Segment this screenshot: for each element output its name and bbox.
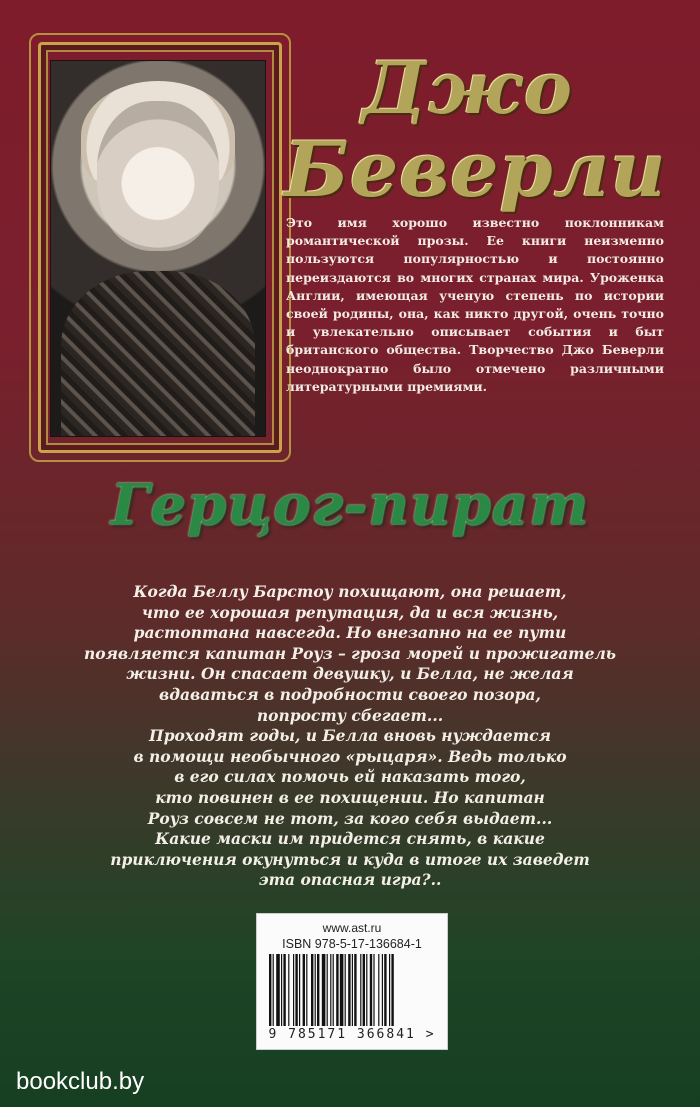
barcode-stripe [306, 954, 307, 1026]
author-photo [50, 60, 266, 437]
barcode-stripe [322, 954, 326, 1026]
blurb-line: Когда Беллу Барстоу похищают, она решает, [133, 582, 567, 601]
blurb-line: Какие маски им придется снять, в какие [155, 829, 545, 849]
barcode-stripe [293, 954, 294, 1026]
barcode-stripe [295, 954, 297, 1026]
publisher-site: www.ast.ru [322, 921, 382, 935]
barcode-stripe [340, 954, 344, 1026]
barcode-stripe [348, 954, 350, 1026]
watermark-site: bookclub.by [16, 1068, 145, 1095]
barcode-stripe [281, 954, 282, 1026]
barcode-stripe [366, 954, 367, 1026]
barcode-stripe [378, 954, 379, 1026]
blurb-line: растоптана навсегда. Но внезапно на ее пути [133, 623, 567, 643]
barcode-stripe [391, 954, 393, 1026]
barcode-panel [256, 913, 448, 1050]
blurb-line: в помощи необычного «рыцаря». Ведь только [133, 746, 567, 766]
barcode-stripe [333, 954, 334, 1026]
barcode-stripe [283, 954, 285, 1026]
barcode-stripe [276, 954, 280, 1026]
barcode-stripe [288, 954, 289, 1026]
blurb-line: в его силах помочь ей наказать того, [174, 767, 526, 787]
barcode-stripe [317, 954, 319, 1026]
book-title: Герцог-пират [110, 472, 590, 538]
blurb-line: вдаваться в подробности своего позора, [159, 684, 541, 704]
author-first-name: Джо [362, 45, 575, 130]
blurb-line: Проходят годы, и Белла вновь нуждается [149, 726, 551, 746]
blurb-line: приключения окунуться и куда в итоге их заведет [110, 849, 590, 869]
barcode-stripe [345, 954, 346, 1026]
book-blurb [80, 582, 620, 891]
author-name [284, 45, 667, 214]
barcode-stripe [373, 954, 374, 1026]
blurb-line: жизни. Он спасает девушку, и Белла, не желая [126, 664, 574, 684]
barcode-bars [269, 954, 435, 1026]
blurb-line: что ее хорошая репутация, да и вся жизнь, [141, 602, 559, 622]
barcode-stripe [363, 954, 365, 1026]
blurb-line: появляется капитан Роуз – гроза морей и прожигатель [83, 643, 617, 663]
author-bio: Это имя хорошо известно поклонникам романтической прозы. Ее книги неизменно пользуются популярностью и постоянно переиздаются во многих странах мира. Уроженка Англии, имеющая ученую степень по истории своей родины, она, как никто другой, очень точно и увлекательно описывает события и быт британского общества. Творчество Джо Беверли неоднократно было отмечено различными литературными премиями. [286, 215, 664, 394]
author-photo-face [97, 101, 219, 251]
barcode-stripe [330, 954, 331, 1026]
barcode-stripe [303, 954, 305, 1026]
barcode-stripe [299, 954, 300, 1026]
barcode-stripe [354, 954, 356, 1026]
blurb-line: эта опасная игра?.. [258, 870, 442, 890]
author-photo-body [61, 271, 255, 436]
barcode-stripe [382, 954, 383, 1026]
blurb-line: кто повинен в ее похищении. Но капитан [155, 787, 545, 807]
barcode-stripe [384, 954, 386, 1026]
barcode-stripe [389, 954, 390, 1026]
barcode-stripe [370, 954, 372, 1026]
author-last-name: Беверли [284, 125, 667, 214]
barcode-digits: 9 785171 366841 > [268, 1027, 436, 1042]
barcode-stripe [311, 954, 313, 1026]
barcode-stripe [269, 954, 271, 1026]
barcode-stripe [315, 954, 316, 1026]
blurb-line: попросту сбегает... [256, 705, 444, 725]
barcode-stripe [336, 954, 338, 1026]
isbn-number: ISBN 978-5-17-136684-1 [282, 937, 422, 951]
blurb-line: Роуз совсем не тот, за кого себя выдает... [147, 808, 553, 828]
barcode-stripe [273, 954, 274, 1026]
barcode-stripe [360, 954, 361, 1026]
barcode-stripe [352, 954, 353, 1026]
barcode-stripe [327, 954, 328, 1026]
